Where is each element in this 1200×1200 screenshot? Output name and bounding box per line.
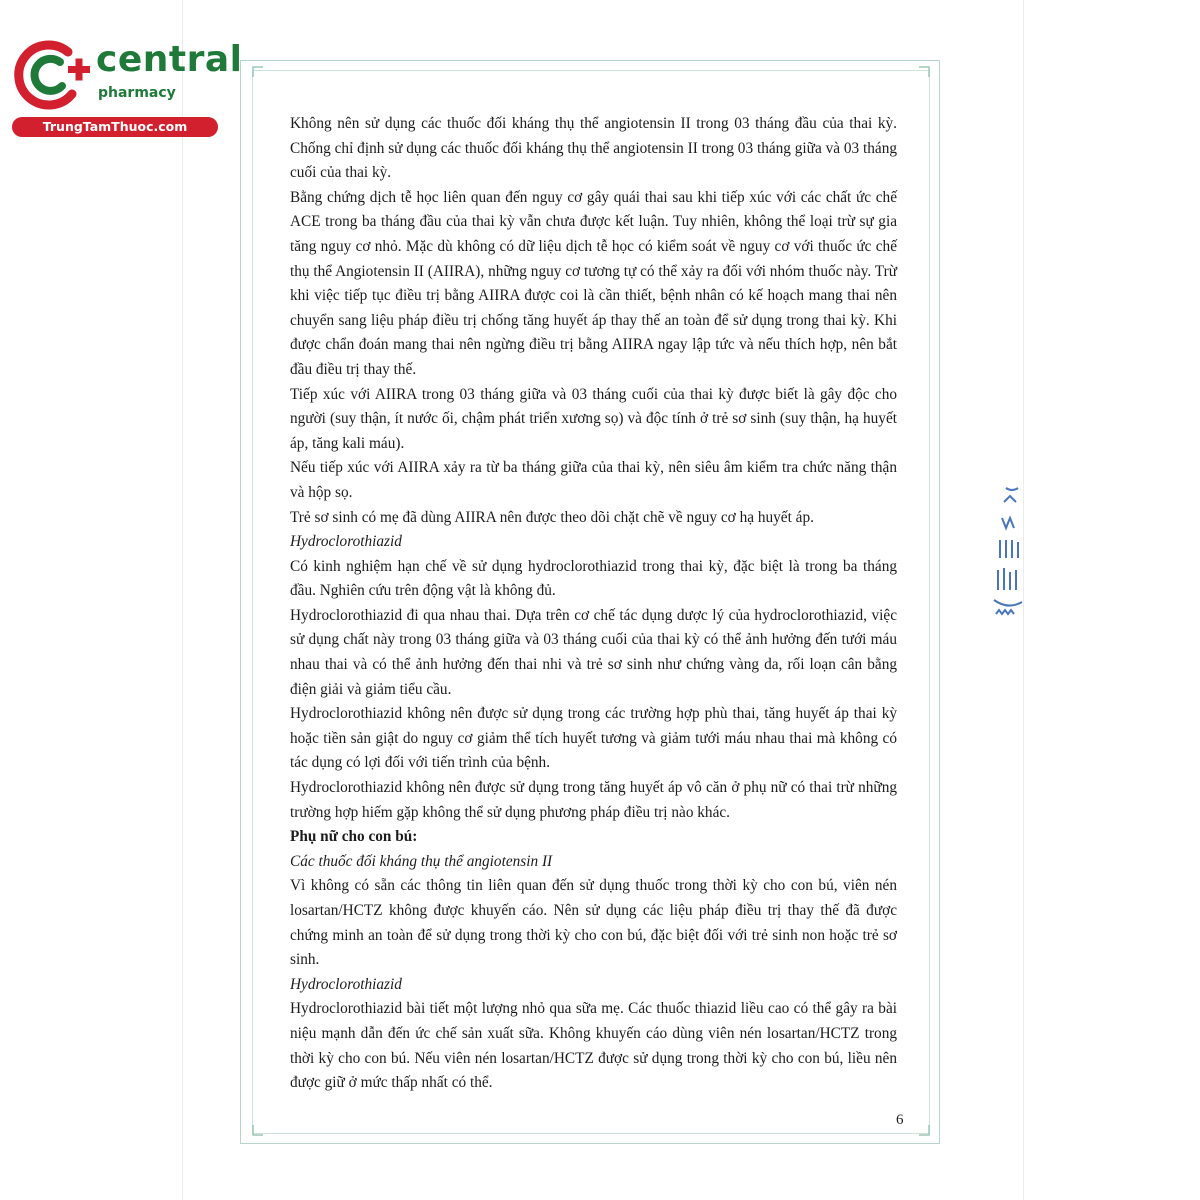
paragraph: Hydroclorothiazid bài tiết một lượng nhỏ qua sữa mẹ. Các thuốc thiazid liều cao có thể gây ra bài niệu mạnh dẫn đến ức chế sản xuất sữa. Không khuyến cáo dùng viên nén losartan/HCTZ trong thời kỳ cho con bú. Nếu viên nén losartan/HCTZ được sử dụng trong thời kỳ cho con bú, liều nên được giữ ở mức thấp nhất có thể. (290, 1000, 897, 1092)
central-pharmacy-logo[interactable] (10, 38, 243, 138)
paragraph: Không nên sử dụng các thuốc đối kháng thụ thể angiotensin II trong 03 tháng đầu của thai kỳ. Chống chỉ định sử dụng các thuốc đối kháng thụ thể angiotensin II trong 03 tháng giữa và 03 tháng cuối của thai kỳ. (290, 115, 897, 182)
pharmacy-cross-icon (10, 38, 94, 114)
paragraph: Nếu tiếp xúc với AIIRA xảy ra từ ba tháng giữa của thai kỳ, nên siêu âm kiểm tra chức năng thận và hộp sọ. (290, 459, 897, 501)
corner-ornament-icon (918, 1124, 930, 1136)
paragraph: Hydroclorothiazid không nên được sử dụng trong các trường hợp phù thai, tăng huyết áp thai kỳ hoặc tiền sản giật do nguy cơ giảm thể tích huyết tương và giảm tưới máu nhau thai mà không có tác dụng có lợi đối với tiến trình của bệnh. (290, 705, 897, 772)
paragraph: Bằng chứng dịch tễ học liên quan đến nguy cơ gây quái thai sau khi tiếp xúc với các chất ức chế ACE trong ba tháng đầu của thai kỳ vẫn chưa được kết luận. Tuy nhiên, không thể loại trừ sự gia tăng nguy cơ nhỏ. Mặc dù không có dữ liệu dịch tễ học có kiểm soát về nguy cơ với thuốc ức chế thụ thể Angiotensin II (AIIRA), những nguy cơ tương tự có thể xảy ra đối với nhóm thuốc này. Trừ khi việc tiếp tục điều trị bằng AIIRA được coi là cần thiết, bệnh nhân có kế hoạch mang thai nên chuyển sang liệu pháp điều trị chống tăng huyết áp thay thế an toàn để sử dụng trong thai kỳ. Khi được chẩn đoán mang thai nên ngừng điều trị bằng AIIRA ngay lập tức và nếu thích hợp, nên bắt đầu điều trị thay thế. (290, 188, 897, 378)
paragraph: Hydroclorothiazid đi qua nhau thai. Dựa trên cơ chế tác dụng dược lý của hydroclorothiazid, việc sử dụng chất này trong 03 tháng giữa và 03 tháng cuối của thai kỳ có thể ảnh hưởng đến tưới máu nhau thai và có thể ảnh hưởng đến thai nhi và trẻ sơ sinh như chứng vàng da, rối loạn cân bằng điện giải và giảm tiểu cầu. (290, 606, 897, 698)
subheading-hydroclorothiazid: Hydroclorothiazid (290, 975, 402, 993)
stamp-fragment-icon (990, 480, 1030, 630)
logo-subtitle: pharmacy (98, 85, 176, 101)
subheading-angiotensin: Các thuốc đối kháng thụ thể angiotensin II (290, 852, 553, 870)
corner-ornament-icon (252, 66, 264, 78)
document-body (290, 112, 897, 1096)
paragraph: Trẻ sơ sinh có mẹ đã dùng AIIRA nên được theo dõi chặt chẽ về nguy cơ hạ huyết áp. (290, 508, 814, 526)
paragraph: Hydroclorothiazid không nên được sử dụng trong tăng huyết áp vô căn ở phụ nữ có thai trừ những trường hợp hiếm gặp không thể sử dụng phương pháp điều trị nào khác. (290, 779, 897, 821)
paragraph: Vì không có sẵn các thông tin liên quan đến sử dụng thuốc trong thời kỳ cho con bú, viên nén losartan/HCTZ không được khuyến cáo. Nên sử dụng các liệu pháp điều trị thay thế đã được chứng minh an toàn để sử dụng trong thời kỳ cho con bú, đặc biệt đối với trẻ sinh non hoặc trẻ sơ sinh. (290, 877, 897, 969)
paragraph: Tiếp xúc với AIIRA trong 03 tháng giữa và 03 tháng cuối của thai kỳ được biết là gây độc cho người (suy thận, ít nước ối, chậm phát triển xương sọ) và độc tính ở trẻ sơ sinh (suy thận, hạ huyết áp, tăng kali máu). (290, 385, 897, 452)
corner-ornament-icon (252, 1124, 264, 1136)
logo-website-badge: TrungTamThuoc.com (12, 117, 218, 137)
subheading-hydroclorothiazid: Hydroclorothiazid (290, 533, 402, 551)
logo-brand-name: central (96, 39, 243, 80)
corner-ornament-icon (918, 66, 930, 78)
page-number: 6 (896, 1112, 904, 1128)
paragraph: Có kinh nghiệm hạn chế về sử dụng hydroclorothiazid trong thai kỳ, đặc biệt là trong ba tháng đầu. Nghiên cứu trên động vật là không đủ. (290, 557, 897, 600)
section-heading-breastfeeding: Phụ nữ cho con bú: (290, 828, 418, 846)
